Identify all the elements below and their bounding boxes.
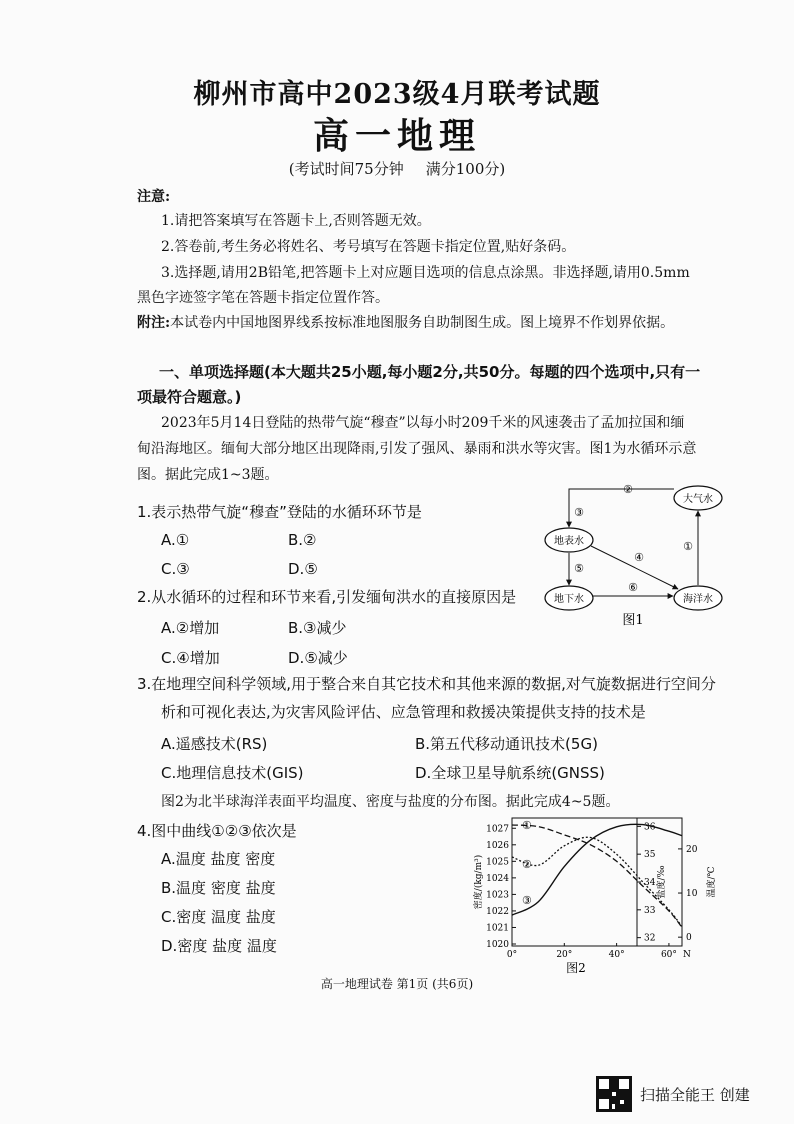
q2-option-a: A.②增加 — [161, 619, 220, 637]
arrow-label-3: ③ — [574, 506, 584, 519]
exam-title: 柳州市高中2023级4月联考试题 — [193, 79, 601, 110]
page-footer: 高一地理试卷 第1页 (共6页) — [320, 977, 474, 991]
q2-option-c: C.④增加 — [161, 649, 220, 667]
curve-label-1: ① — [522, 819, 532, 832]
arrow-label-4: ④ — [634, 551, 644, 564]
arrow-2-3 — [569, 489, 674, 527]
appendix-label: 附注: — [137, 315, 171, 331]
q1-option-c: C.③ — [161, 560, 190, 578]
salinity-tick-label: 33 — [644, 905, 656, 916]
density-tick-label: 1022 — [486, 906, 509, 917]
q3-option-a: A.遥感技术(RS) — [161, 735, 268, 753]
qr-code-icon — [596, 1076, 632, 1112]
passage1-line3: 图。据此完成1~3题。 — [137, 467, 279, 483]
q1-option-d: D.⑤ — [288, 560, 318, 578]
arrow-label-6: ⑥ — [628, 581, 638, 594]
fig1-water-cycle — [535, 478, 735, 628]
q2-stem: 2.从水循环的过程和环节来看,引发缅甸洪水的直接原因是 — [137, 588, 517, 606]
subject-title: 高一地理 — [312, 115, 481, 157]
q3-option-c: C.地理信息技术(GIS) — [161, 764, 304, 782]
q4-option-c: C.密度 温度 盐度 — [161, 908, 276, 926]
q1-stem: 1.表示热带气旋“穆查”登陆的水循环环节是 — [137, 503, 422, 521]
density-tick-label: 1025 — [486, 857, 509, 868]
node-ocean-label: 海洋水 — [683, 594, 713, 605]
salinity-tick-label: 35 — [644, 850, 656, 861]
density-tick-label: 1027 — [486, 824, 509, 835]
curve-label-3: ③ — [522, 894, 532, 907]
temperature-tick-label: 0 — [686, 933, 692, 944]
q4-option-a: A.温度 盐度 密度 — [161, 850, 276, 868]
fig2-chart — [470, 812, 720, 977]
temperature-ticks — [678, 845, 698, 943]
temperature-tick-label: 10 — [686, 889, 698, 900]
q2-option-b: B.③减少 — [288, 619, 347, 637]
q3-option-d: D.全球卫星导航系统(GNSS) — [415, 764, 605, 782]
scanner-badge — [596, 1076, 750, 1112]
salinity-tick-label: 32 — [644, 933, 656, 944]
q3-option-b: B.第五代移动通讯技术(5G) — [415, 735, 598, 753]
temperature-tick-label: 20 — [686, 844, 698, 855]
appendix-text: 本试卷内中国地图界线系按标准地图服务自助制图生成。图上境界不作划界依据。 — [170, 315, 675, 331]
node-surface-label: 地表水 — [554, 536, 584, 547]
arrow-label-2: ② — [623, 483, 633, 496]
q3-stem-line1: 3.在地理空间科学领域,用于整合来自其它技术和其他来源的数据,对气旋数据进行空间分 — [137, 675, 716, 693]
density-axis-label: 密度/(kg/m³) — [474, 854, 484, 910]
salinity-tick-label: 36 — [644, 822, 656, 833]
fig2-caption: 图2 — [566, 961, 586, 975]
density-tick-label: 1020 — [486, 940, 509, 950]
fig1-caption: 图1 — [622, 613, 644, 628]
q1-option-b: B.② — [288, 531, 317, 549]
arrow-label-5: ⑤ — [574, 562, 584, 575]
q3-stem-line2: 析和可视化表达,为灾害风险评估、应急管理和救援决策提供支持的技术是 — [161, 703, 646, 721]
salinity-tick-label: 34 — [644, 878, 656, 888]
temperature-axis-label: 温度/℃ — [707, 866, 717, 898]
x-tick-label: N — [683, 950, 691, 960]
notice-item-2: 2.答卷前,考生务必将姓名、考号填写在答题卡指定位置,贴好条码。 — [161, 239, 576, 255]
notice-heading: 注意: — [137, 189, 171, 205]
notice-item-1: 1.请把答案填写在答题卡上,否则答题无效。 — [161, 213, 431, 229]
density-tick-label: 1024 — [486, 873, 509, 884]
section-heading-line1: 一、单项选择题(本大题共25小题,每小题2分,共50分。每题的四个选项中,只有一 — [159, 363, 701, 381]
arrow-label-1: ① — [683, 540, 693, 553]
density-tick-label: 1023 — [486, 890, 509, 901]
appendix — [137, 312, 674, 332]
q4-stem: 4.图中曲线①②③依次是 — [137, 822, 297, 840]
curve-label-2: ② — [522, 858, 532, 871]
q4-option-d: D.密度 盐度 温度 — [161, 937, 277, 955]
passage2: 图2为北半球海洋表面平均温度、密度与盐度的分布图。据此完成4~5题。 — [161, 794, 620, 810]
section-heading-line2: 项最符合题意。) — [137, 388, 242, 406]
exam-time: (考试时间75分钟 — [288, 160, 404, 178]
passage1-line1: 2023年5月14日登陆的热带气旋“穆查”以每小时209千米的风速袭击了孟加拉国和缅 — [161, 415, 685, 431]
notice-item-3: 3.选择题,请用2B铅笔,把答题卡上对应题目选项的信息点涂黑。非选择题,请用0.5mm — [161, 265, 690, 281]
q2-option-d: D.⑤减少 — [288, 649, 348, 667]
x-tick-label: 0° — [506, 950, 518, 960]
density-tick-label: 1026 — [486, 840, 509, 851]
x-tick-label: 40° — [608, 950, 625, 960]
x-tick-label: 60° — [660, 950, 677, 960]
x-tick-label: 20° — [556, 950, 573, 960]
notice-item-3-cont: 黑色字迹签字笔在答题卡指定位置作答。 — [137, 290, 389, 306]
passage1-line2: 甸沿海地区。缅甸大部分地区出现降雨,引发了强风、暴雨和洪水等灾害。图1为水循环示意 — [137, 441, 697, 457]
node-atmosphere-label: 大气水 — [683, 494, 713, 505]
full-score: 满分100分) — [425, 160, 506, 178]
watermark-text: 扫描全能王 创建 — [640, 1085, 750, 1104]
q4-option-b: B.温度 密度 盐度 — [161, 879, 276, 897]
salinity-axis-label: 盐度/‰ — [657, 865, 667, 899]
q1-option-a: A.① — [161, 531, 190, 549]
exam-info — [0, 158, 794, 179]
density-tick-label: 1021 — [486, 923, 509, 934]
node-ground-label: 地下水 — [554, 594, 584, 605]
